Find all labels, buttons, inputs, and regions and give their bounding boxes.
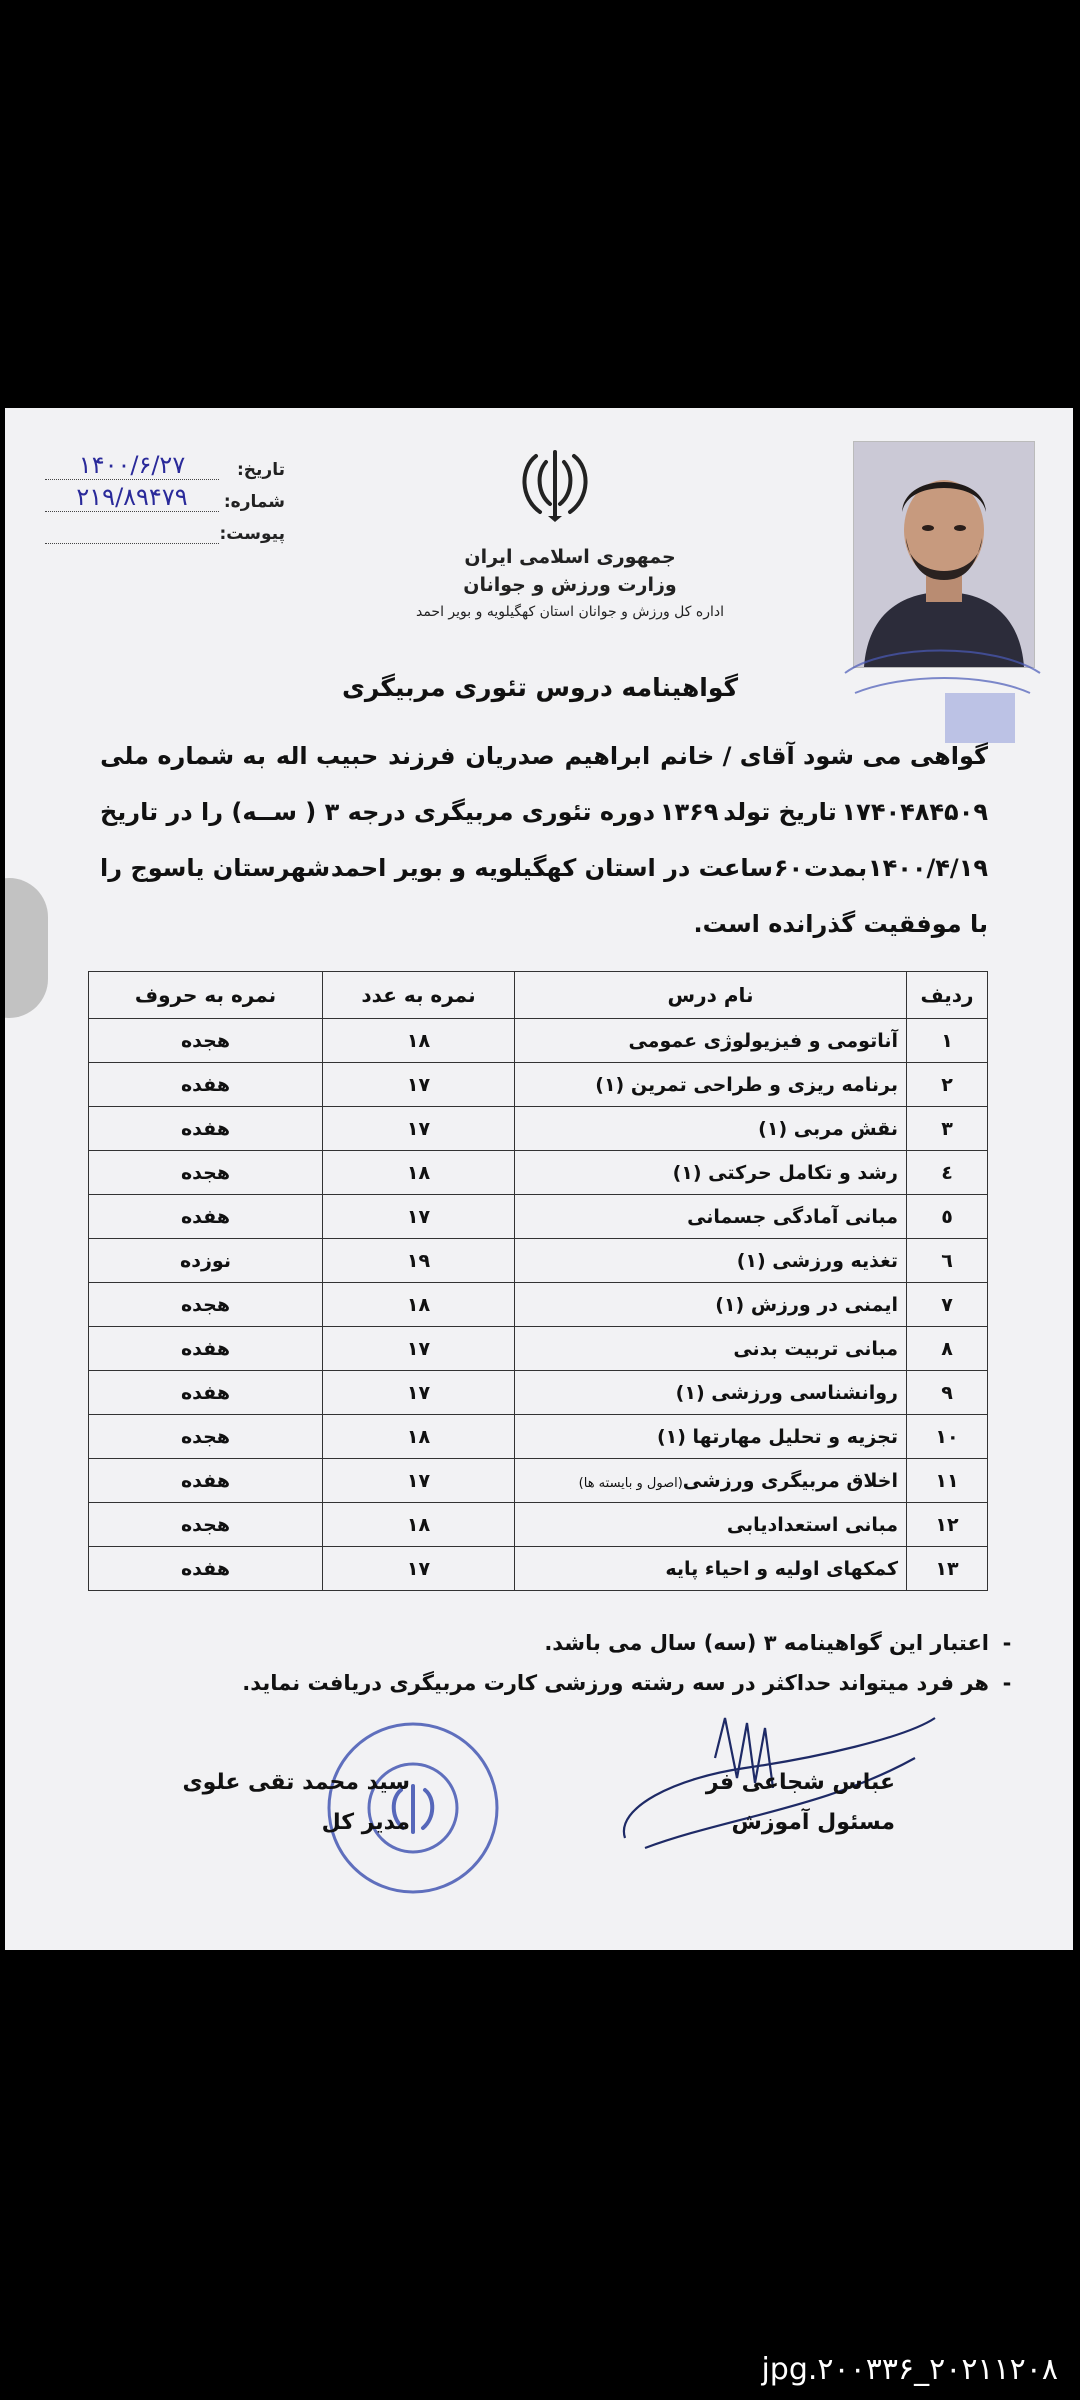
- first-name: ابراهیم: [564, 742, 651, 770]
- col-row-number: ردیف: [907, 972, 988, 1019]
- grade-number: ۱۷: [323, 1195, 515, 1239]
- table-row: [89, 1151, 988, 1195]
- duration-label: بمدت: [804, 854, 868, 882]
- image-filename-caption: jpg.۲۰۰۳۳۶_۲۰۲۱۱۲۰۸: [761, 2352, 1058, 2387]
- grade-words: هفده: [89, 1195, 323, 1239]
- header-ministry: وزارت ورزش و جوانان: [463, 574, 677, 596]
- father-name: حبیب اله: [275, 742, 379, 770]
- grade-number: ۱۸: [323, 1019, 515, 1063]
- table-row: [89, 1107, 988, 1151]
- note-validity: اعتبار این گواهینامه ۳ (سه) سال می باشد.: [544, 1631, 989, 1655]
- city-text: شهرستان یاسوج را: [100, 854, 331, 882]
- table-row: [89, 1503, 988, 1547]
- grade-words: هفده: [89, 1063, 323, 1107]
- row-number: ۳: [907, 1107, 988, 1151]
- header-block: [335, 543, 805, 625]
- birth-year-value: ۱۳۶۹: [659, 798, 719, 826]
- child-of-label: فرزند: [388, 742, 456, 770]
- table-row: [89, 1459, 988, 1503]
- document-meta: [45, 448, 285, 544]
- meta-number-row: [45, 480, 285, 512]
- meta-number-value: ۲۱۹/۸۹۴۷۹: [45, 483, 219, 512]
- header-republic: جمهوری اسلامی ایران: [464, 546, 676, 568]
- grade-words: نوزده: [89, 1239, 323, 1283]
- training-officer-title: مسئول آموزش: [731, 1810, 895, 1835]
- birth-date-label: تاریخ تولد: [723, 798, 837, 826]
- course-name-note: (اصول و بایسته ها): [578, 1475, 683, 1491]
- row-number: ٤: [907, 1151, 988, 1195]
- grade-number: ۱۷: [323, 1063, 515, 1107]
- note-item: [185, 1623, 1025, 1663]
- note-limit: هر فرد میتواند حداکثر در سه رشته ورزشی کارت مربیگری دریافت نماید.: [242, 1671, 989, 1695]
- table-row: [89, 1239, 988, 1283]
- grade-words: هفده: [89, 1371, 323, 1415]
- certificate-document: [5, 408, 1073, 1950]
- table-header-row: [89, 972, 988, 1019]
- course-name: برنامه ریزی و طراحی تمرین (۱): [515, 1063, 907, 1107]
- signature-block-training: [655, 1763, 895, 1843]
- grade-words: هجده: [89, 1283, 323, 1327]
- course-name: روانشناسی ورزشی (۱): [515, 1371, 907, 1415]
- course-date-value: ۱۴۰۰/۴/۱۹: [867, 854, 988, 882]
- bullet-icon: -: [1002, 1671, 1012, 1695]
- course-name: مبانی آمادگی جسمانی: [515, 1195, 907, 1239]
- grade-number: ۱۷: [323, 1547, 515, 1591]
- row-number: ۱۰: [907, 1415, 988, 1459]
- grade-words: هجده: [89, 1503, 323, 1547]
- note-item: [185, 1663, 1025, 1703]
- meta-attachment-label: پیوست:: [219, 524, 285, 544]
- row-number: ۷: [907, 1283, 988, 1327]
- course-name: نقش مربی (۱): [515, 1107, 907, 1151]
- row-number: ۱۲: [907, 1503, 988, 1547]
- table-row: [89, 1371, 988, 1415]
- national-id-label: به شماره ملی: [100, 742, 266, 770]
- row-number: ۹: [907, 1371, 988, 1415]
- grade-words: هفده: [89, 1107, 323, 1151]
- course-name: [515, 1459, 907, 1503]
- table-row: [89, 1415, 988, 1459]
- table-row: [89, 1063, 988, 1107]
- meta-attachment-value: [45, 543, 219, 544]
- table-row: [89, 1547, 988, 1591]
- duration-hours-value: ۶۰: [773, 854, 804, 882]
- body-l1-prefix: گواهی می شود آقای / خانم: [660, 742, 988, 770]
- col-grade-words: نمره به حروف: [89, 972, 323, 1019]
- course-name: تجزیه و تحلیل مهارتها (۱): [515, 1415, 907, 1459]
- course-name: ایمنی در ورزش (۱): [515, 1283, 907, 1327]
- course-name: کمکهای اولیه و احیاء پایه: [515, 1547, 907, 1591]
- meta-date-value: ۱۴۰۰/۶/۲۷: [45, 451, 219, 480]
- grade-number: ۱۷: [323, 1371, 515, 1415]
- province-text: ساعت در استان کهگیلویه و بویر احمد: [330, 854, 774, 882]
- grade-number: ۱۸: [323, 1415, 515, 1459]
- iran-emblem-icon: [510, 446, 600, 524]
- grade-number: ۱۷: [323, 1107, 515, 1151]
- national-id-value: ۱۷۴۰۴۸۴۵۰۹: [841, 798, 988, 826]
- notes-list: [185, 1623, 1025, 1703]
- grade-words: هفده: [89, 1547, 323, 1591]
- row-number: ٦: [907, 1239, 988, 1283]
- course-description: دوره تئوری مربیگری درجه ۳ ( ســه) را در تاریخ: [100, 798, 656, 826]
- last-name: صدریان: [465, 742, 555, 770]
- grade-number: ۱۷: [323, 1327, 515, 1371]
- grade-words: هجده: [89, 1019, 323, 1063]
- grade-number: ۱۸: [323, 1283, 515, 1327]
- director-name: سید محمد تقی علوی: [182, 1770, 410, 1795]
- signature-block-director: [170, 1763, 410, 1843]
- table-row: [89, 1283, 988, 1327]
- grade-number: ۱۸: [323, 1151, 515, 1195]
- grade-number: ۱۸: [323, 1503, 515, 1547]
- bullet-icon: -: [1002, 1631, 1012, 1655]
- grade-words: هجده: [89, 1415, 323, 1459]
- certificate-title: گواهینامه دروس تئوری مربیگری: [341, 673, 739, 702]
- row-number: ۱: [907, 1019, 988, 1063]
- body-line-4: [100, 896, 988, 952]
- body-line-1: [100, 728, 988, 784]
- course-name: مبانی تربیت بدنی: [515, 1327, 907, 1371]
- meta-number-label: شماره:: [223, 492, 285, 512]
- body-line-2: [100, 784, 988, 840]
- course-name: مبانی استعدادیابی: [515, 1503, 907, 1547]
- table-row: [89, 1195, 988, 1239]
- grades-table: [88, 971, 988, 1591]
- col-course-name: نام درس: [515, 972, 907, 1019]
- table-row: [89, 1327, 988, 1371]
- edge-scroll-handle[interactable]: [5, 878, 48, 1018]
- grade-words: هفده: [89, 1327, 323, 1371]
- row-number: ۲: [907, 1063, 988, 1107]
- certificate-body: [100, 728, 988, 952]
- body-line-3: [100, 840, 988, 896]
- row-number: ۸: [907, 1327, 988, 1371]
- grade-number: ۱۷: [323, 1459, 515, 1503]
- meta-date-row: [45, 448, 285, 480]
- row-number: ۱۱: [907, 1459, 988, 1503]
- course-name: آناتومی و فیزیولوژی عمومی: [515, 1019, 907, 1063]
- table-row: [89, 1019, 988, 1063]
- completion-text: با موفقیت گذرانده است.: [693, 910, 988, 938]
- col-grade-number: نمره به عدد: [323, 972, 515, 1019]
- meta-date-label: تاریخ:: [237, 460, 285, 480]
- course-name: رشد و تکامل حرکتی (۱): [515, 1151, 907, 1195]
- course-name: تغذیه ورزشی (۱): [515, 1239, 907, 1283]
- grade-words: هجده: [89, 1151, 323, 1195]
- meta-attachment-row: [45, 512, 285, 544]
- director-title: مدیر کل: [321, 1810, 410, 1835]
- grade-words: هفده: [89, 1459, 323, 1503]
- course-name-text: اخلاق مربیگری ورزشی: [682, 1469, 898, 1492]
- row-number: ۱۳: [907, 1547, 988, 1591]
- grade-number: ۱۹: [323, 1239, 515, 1283]
- header-department: اداره کل ورزش و جوانان استان کهگیلویه و بویر احمد: [415, 604, 724, 620]
- row-number: ٥: [907, 1195, 988, 1239]
- training-officer-name: عباس شجاعی فر: [705, 1770, 895, 1795]
